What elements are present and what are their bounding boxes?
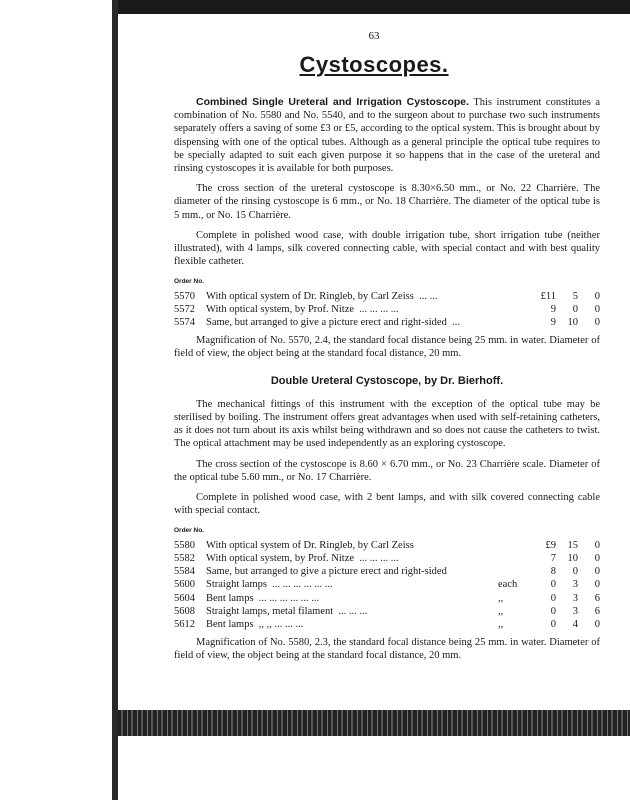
leader-dots: ... ... ...	[338, 605, 368, 617]
price-shillings: 5	[572, 290, 578, 302]
item-description: Bent lamps	[206, 592, 254, 604]
item-description-cell	[206, 578, 498, 591]
section1-intro-text: This instrument constitutes a combination of No. 5580 and No. 5540, and to the surgeon about to purchase two such instruments separately offers a saving of some £3 or £5, according to the optical system. This is brought about by dispensing with one of the optical tubes. Although as a general principle the optical tube requires to be specially adapted to suit each given purpose it so happens that in the case of the ureteral and rinsing cystoscopes it is available for both purposes.	[174, 97, 600, 175]
price-pence: 6	[594, 605, 600, 617]
item-unit	[498, 303, 528, 316]
section1-order-label: Order No.	[174, 278, 204, 286]
item-unit	[498, 565, 528, 578]
section2-order-label: Order No.	[174, 527, 204, 535]
price-row	[174, 539, 600, 552]
order-number: 5604	[174, 592, 195, 604]
leader-dots: ... ... ... ...	[359, 303, 399, 315]
price-pence: 0	[594, 290, 600, 302]
item-description: With optical system of Dr. Ringleb, by Carl Zeiss	[206, 539, 414, 551]
item-description-cell	[206, 618, 498, 631]
item-unit: each	[498, 579, 518, 591]
leader-dots: ... ... ... ...	[359, 552, 399, 564]
price-shillings: 3	[572, 579, 578, 591]
item-description: Bent lamps	[206, 618, 254, 630]
price-shillings: 10	[567, 552, 578, 564]
price-shillings: 10	[567, 317, 578, 329]
scan-bottom-edge	[118, 710, 630, 736]
item-description: Straight lamps	[206, 579, 267, 591]
price-pence: 6	[594, 592, 600, 604]
leader-dots: ... ... ... ... ... ...	[272, 579, 333, 591]
document-page	[118, 14, 630, 710]
price-pounds: 7	[550, 552, 556, 564]
price-row	[174, 578, 600, 591]
price-pounds: £11	[540, 290, 556, 302]
item-description-cell	[206, 552, 498, 565]
price-row	[174, 565, 600, 578]
price-pounds: 0	[550, 605, 556, 617]
price-pounds: 0	[550, 592, 556, 604]
price-shillings: 3	[572, 592, 578, 604]
price-pounds: 9	[550, 303, 556, 315]
price-pounds: 8	[550, 566, 556, 578]
order-number: 5584	[174, 566, 195, 578]
order-number: 5612	[174, 618, 195, 630]
scan-top-edge	[118, 0, 630, 14]
item-description-cell	[206, 565, 498, 578]
section1-price-table	[174, 290, 600, 330]
price-row	[174, 290, 600, 303]
price-pence: 0	[594, 579, 600, 591]
price-row	[174, 605, 600, 618]
order-number: 5582	[174, 552, 195, 564]
item-unit: ,,	[498, 592, 504, 604]
item-description-cell	[206, 605, 498, 618]
section2-paragraph-3: Complete in polished wood case, with 2 bent lamps, and with silk covered connecting cable with special contact.	[174, 492, 600, 517]
price-shillings: 0	[572, 566, 578, 578]
item-description-cell	[206, 303, 498, 316]
price-row	[174, 618, 600, 631]
price-pounds: £9	[545, 539, 556, 551]
leader-dots: ... ... ... ... ... ...	[258, 592, 320, 604]
item-description-cell	[206, 316, 498, 329]
item-unit	[498, 539, 528, 552]
price-pence: 0	[594, 303, 600, 315]
leader-dots: ... ...	[419, 290, 438, 302]
price-shillings: 3	[572, 605, 578, 617]
page-title: Cystoscopes.	[299, 52, 449, 77]
section1-paragraph-4: Magnification of No. 5570, 2.4, the standard focal distance being 25 mm. in water. Diameter of field of view, the object being at the standard focal distance, 20 mm.	[174, 335, 600, 360]
price-shillings: 4	[572, 618, 578, 630]
price-shillings: 0	[572, 303, 578, 315]
item-unit	[498, 316, 528, 329]
item-description-cell	[206, 290, 498, 303]
section1-paragraph-2: The cross section of the ureteral cystoscope is 8.30×6.50 mm., or No. 22 Charrière. The diameter of the rinsing cystoscope is 6 mm., or No. 18 Charrière. The diameter of the optical tube is 5 mm., or No. 15 Charrière.	[174, 183, 600, 221]
order-number: 5600	[174, 579, 195, 591]
price-pence: 0	[594, 552, 600, 564]
leader-dots: ,, ,, ... ... ...	[258, 618, 304, 630]
item-description: Same, but arranged to give a picture erect and right-sided	[206, 566, 447, 578]
item-description: With optical system of Dr. Ringleb, by Carl Zeiss	[206, 290, 414, 302]
leader-dots: ...	[452, 317, 460, 329]
section2-heading: Double Ureteral Cystoscope, by Dr. Bierhoff.	[270, 374, 504, 387]
price-row	[174, 303, 600, 316]
item-description: Straight lamps, metal filament	[206, 605, 334, 617]
price-row	[174, 316, 600, 329]
section1-intro	[174, 96, 600, 175]
page-content	[174, 96, 600, 670]
price-pence: 0	[594, 618, 600, 630]
section2-price-table	[174, 539, 600, 631]
item-description-cell	[206, 539, 498, 552]
item-unit	[498, 552, 528, 565]
item-description-cell	[206, 592, 498, 605]
page-number: 63	[368, 30, 380, 42]
item-unit: ,,	[498, 618, 504, 630]
item-unit: ,,	[498, 605, 504, 617]
price-pounds: 9	[550, 317, 556, 329]
order-number: 5574	[174, 317, 195, 329]
price-pence: 0	[594, 539, 600, 551]
order-number: 5580	[174, 539, 195, 551]
price-pounds: 0	[550, 618, 556, 630]
item-unit	[498, 290, 528, 303]
order-number: 5572	[174, 303, 195, 315]
section1-heading: Combined Single Ureteral and Irrigation Cystoscope.	[196, 96, 470, 108]
price-pence: 0	[594, 566, 600, 578]
price-pence: 0	[594, 317, 600, 329]
price-pounds: 0	[550, 579, 556, 591]
item-description: With optical system, by Prof. Nitze	[206, 552, 355, 564]
price-row	[174, 592, 600, 605]
section2-paragraph-4: Magnification of No. 5580, 2.3, the standard focal distance being 25 mm. in water. Diameter of field of view, the object being at the standard focal distance, 20 mm.	[174, 637, 600, 662]
price-row	[174, 552, 600, 565]
section2-paragraph-2: The cross section of the cystoscope is 8.60 × 6.70 mm., or No. 23 Charrière scale. Diameter of the optical tube 5.60 mm., or No. 17 Charrière.	[174, 458, 600, 483]
item-description: Same, but arranged to give a picture erect and right-sided	[206, 317, 447, 329]
item-description: With optical system, by Prof. Nitze	[206, 303, 355, 315]
order-number: 5608	[174, 605, 195, 617]
order-number: 5570	[174, 290, 195, 302]
section2-paragraph-1: The mechanical fittings of this instrument with the exception of the optical tube may be sterilised by boiling. The instrument offers great advantages when used with self-retaining catheters, as it does not turn about its axis whilst being withdrawn and so does not cause the catheters to twist. The optical attachment may be used independently as an exploring cystoscope.	[174, 398, 600, 450]
price-shillings: 15	[567, 539, 578, 551]
section1-paragraph-3: Complete in polished wood case, with double irrigation tube, short irrigation tube (neither illustrated), with 4 lamps, silk covered connecting cable, with special contact and with best quality flexible catheter.	[174, 229, 600, 268]
